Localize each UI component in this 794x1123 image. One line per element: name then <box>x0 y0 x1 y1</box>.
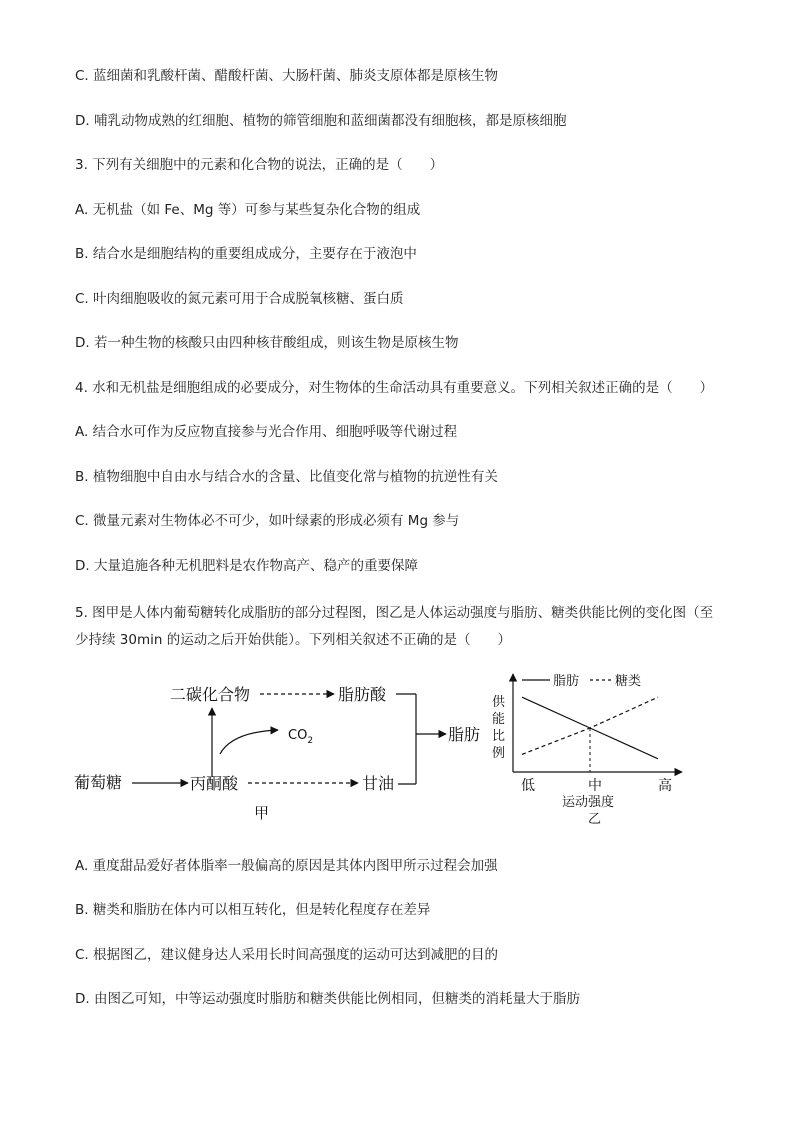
option-5b: B. 糖类和脂肪在体内可以相互转化，但是转化程度存在差异 <box>75 902 431 918</box>
node-co2: $CO_2$ <box>288 728 314 746</box>
option-4d: D. 大量追施各种无机肥料是农作物高产、稳产的重要保障 <box>75 558 418 574</box>
tick-low: 低 <box>521 778 535 794</box>
node-pyruvate: 丙酮酸 <box>190 774 239 793</box>
node-glycerol: 甘油 <box>362 774 395 793</box>
chart-series <box>522 697 658 772</box>
caption-yi: 乙 <box>588 812 602 827</box>
option-4c: C. 微量元素对生物体必不可少，如叶绿素的形成必须有 Mg 参与 <box>75 513 460 529</box>
option-3d: D. 若一种生物的核酸只由四种核苷酸组成，则该生物是原核生物 <box>75 335 459 351</box>
y-label-1: 供 <box>492 695 506 710</box>
legend-fat: 脂肪 <box>553 674 580 689</box>
option-5d: D. 由图乙可知，中等运动强度时脂肪和糖类供能比例相同，但糖类的消耗量大于脂肪 <box>75 991 580 1007</box>
tick-high: 高 <box>658 778 672 794</box>
node-fatty-acid: 脂肪酸 <box>338 685 387 704</box>
option-4a: A. 结合水可作为反应物直接参与光合作用、细胞呼吸等代谢过程 <box>75 424 458 440</box>
caption-jia: 甲 <box>254 804 270 822</box>
option-5c: C. 根据图乙，建议健身达人采用长时间高强度的运动可达到减肥的目的 <box>75 947 499 963</box>
question-4: 4. 水和无机盐是细胞组成的必要成分，对生物体的生命活动具有重要意义。下列相关叙述正确的是（ ） <box>75 380 714 396</box>
option-2d: D. 哺乳动物成熟的红细胞、植物的筛管细胞和蓝细菌都没有细胞核，都是原核细胞 <box>75 113 567 129</box>
node-glucose: 葡萄糖 <box>74 773 123 792</box>
option-3c-prev: C. 蓝细菌和乳酸杆菌、醋酸杆菌、大肠杆菌、肺炎支原体都是原核生物 <box>75 68 499 84</box>
y-label-3: 比 <box>492 729 506 744</box>
arrow-to-co2 <box>220 730 278 754</box>
y-label-4: 例 <box>492 746 506 761</box>
option-3b: B. 结合水是细胞结构的重要组成成分，主要存在于液泡中 <box>75 246 417 262</box>
option-4b: B. 植物细胞中自由水与结合水的含量、比值变化常与植物的抗逆性有关 <box>75 469 498 485</box>
figure-yi <box>492 673 682 827</box>
node-two-carbon: 二碳化合物 <box>170 685 251 704</box>
figure-jia <box>74 685 480 822</box>
legend-sugar: 糖类 <box>615 674 642 689</box>
tick-mid: 中 <box>588 778 602 794</box>
figure <box>70 668 710 838</box>
node-fat: 脂肪 <box>448 725 481 744</box>
x-axis-label: 运动强度 <box>562 795 615 810</box>
option-3c: C. 叶肉细胞吸收的氮元素可用于合成脱氧核糖、蛋白质 <box>75 291 404 307</box>
y-label-2: 能 <box>492 712 506 727</box>
series-line-sugar <box>522 697 658 754</box>
option-5a: A. 重度甜品爱好者体脂率一般偏高的原因是其体内图甲所示过程会加强 <box>75 858 498 874</box>
question-3: 3. 下列有关细胞中的元素和化合物的说法，正确的是（ ） <box>75 157 444 173</box>
question-5: 5. 图甲是人体内葡萄糖转化成脂肪的部分过程图，图乙是人体运动强度与脂肪、糖类供能比例的变化图（至少持续 30min 的运动之后开始供能）。下列相关叙述不正确的是（ ） <box>75 605 714 648</box>
option-3a: A. 无机盐（如 Fe、Mg 等）可参与某些复杂化合物的组成 <box>75 202 421 218</box>
